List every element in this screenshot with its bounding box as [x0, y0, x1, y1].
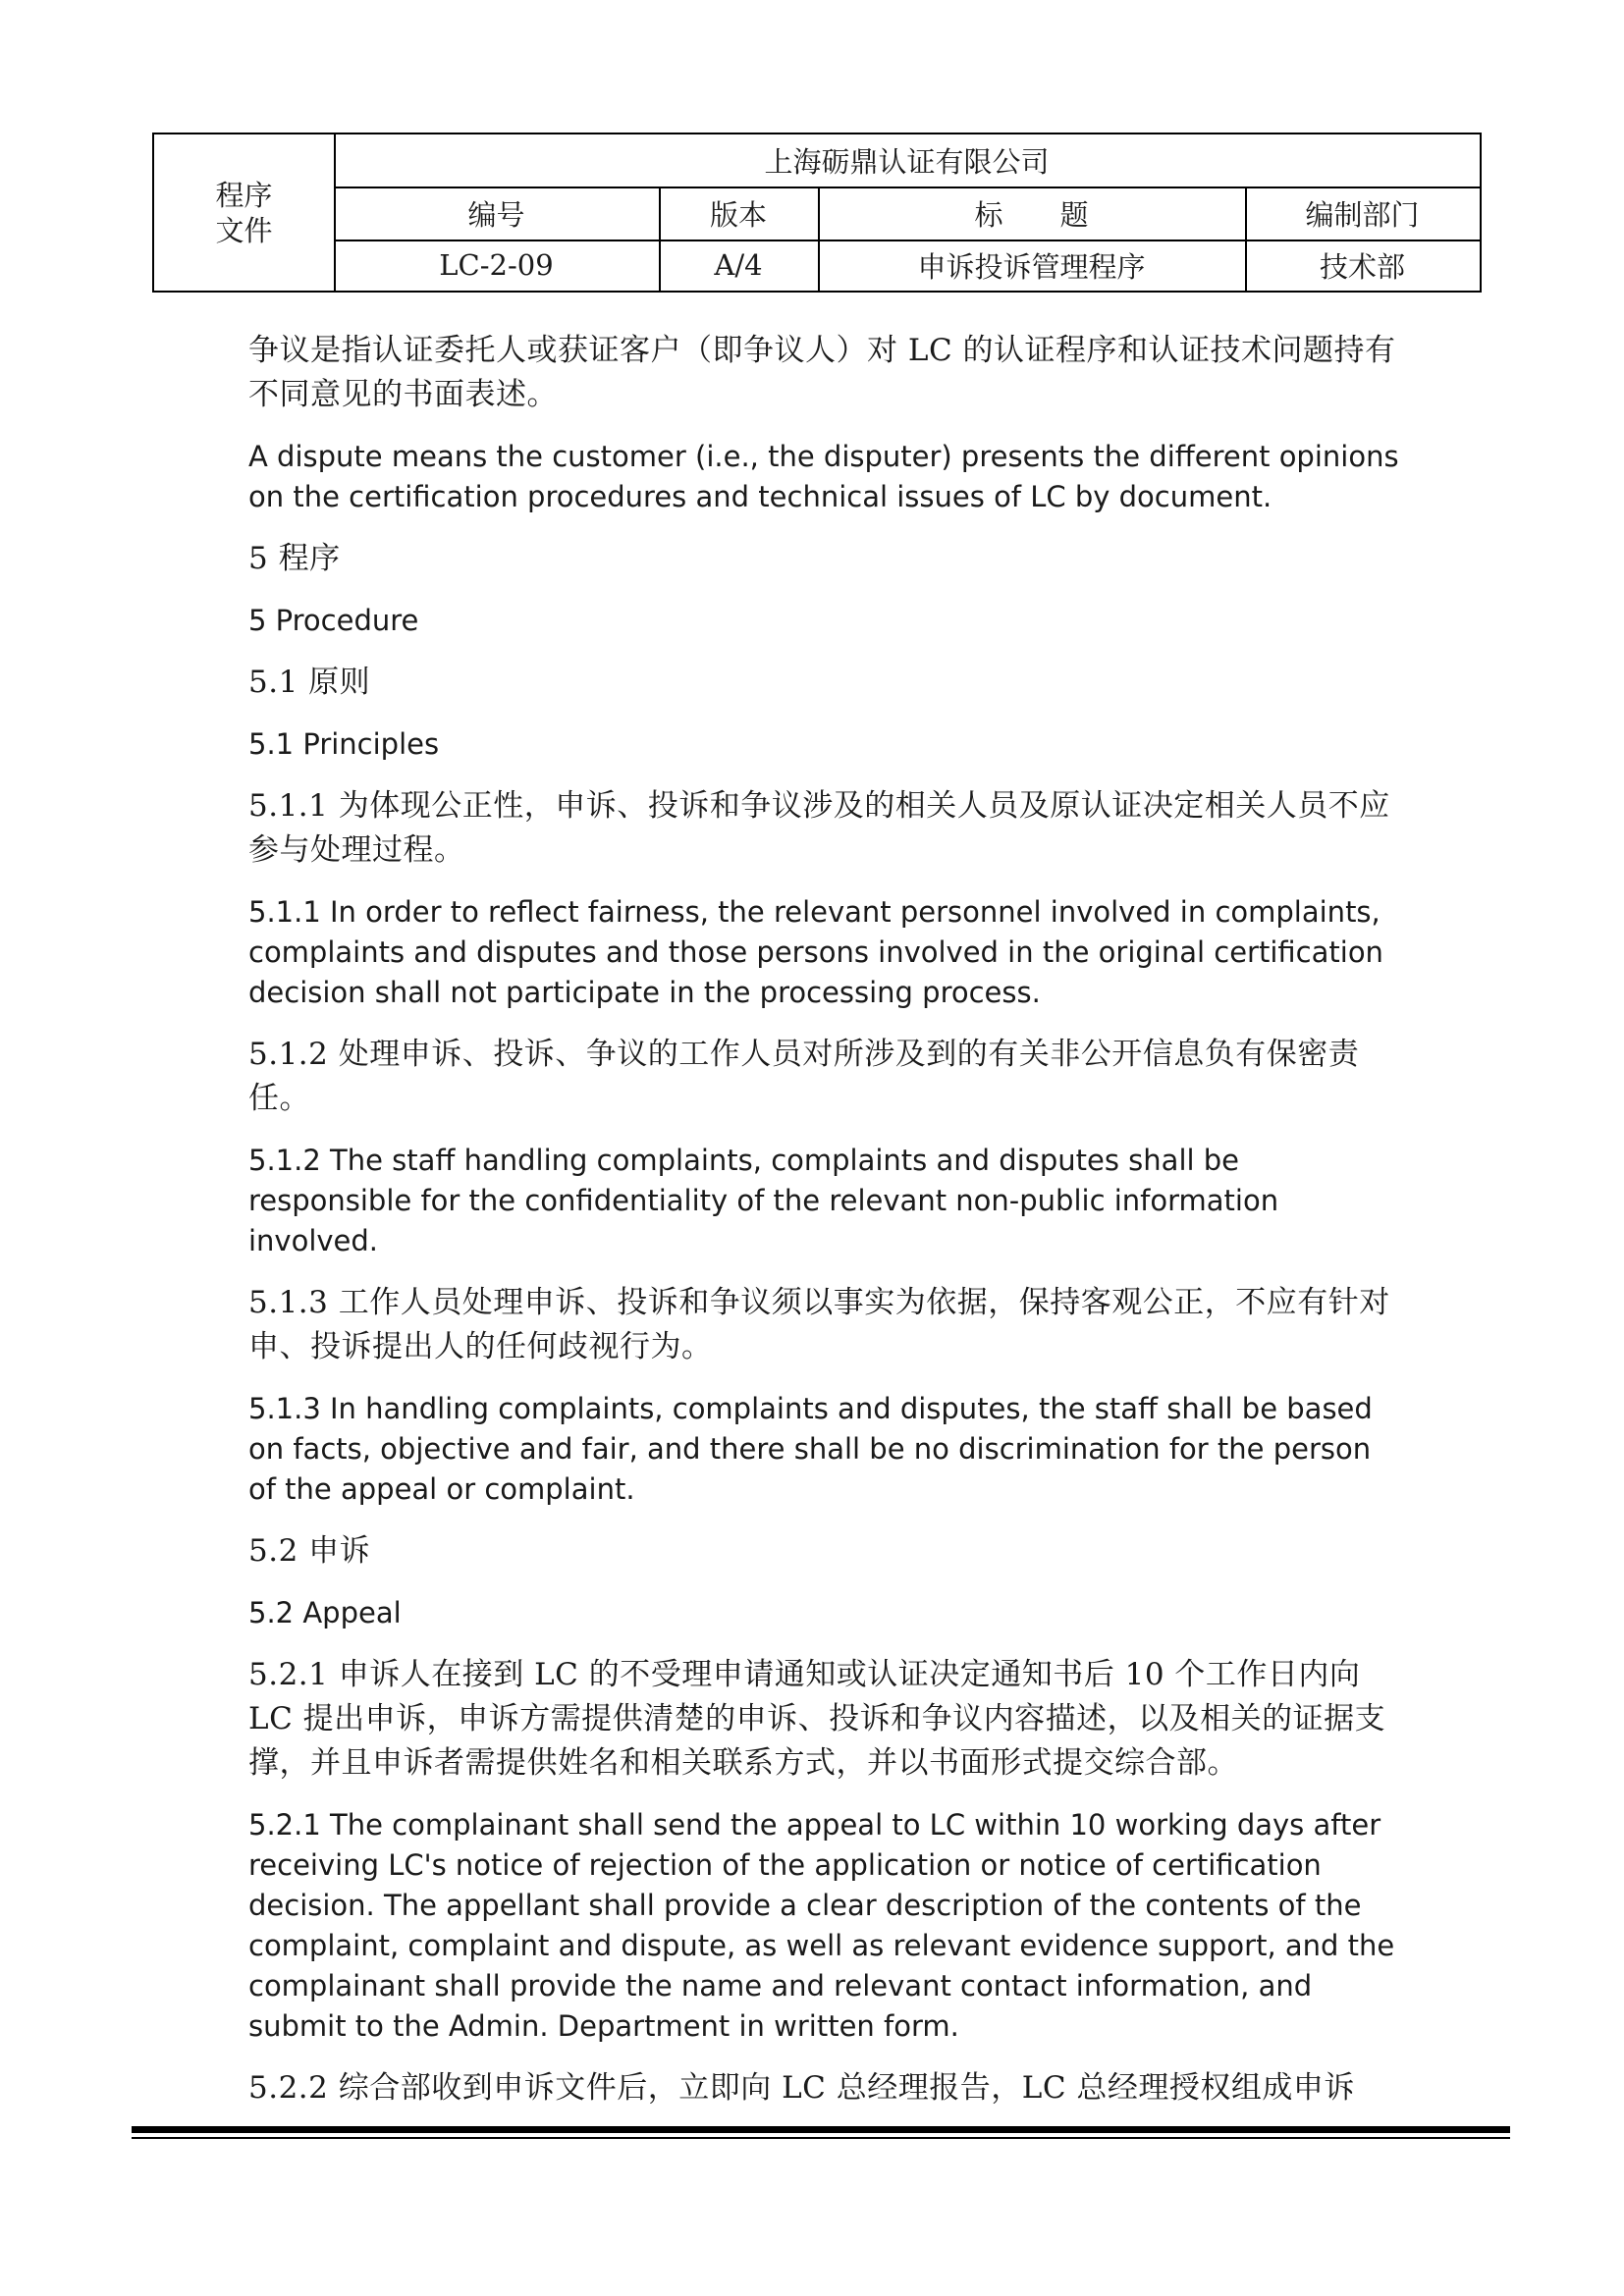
paragraph-5-1-3-en: 5.1.3 In handling complaints, complaints and disputes, the staff shall be based on facts, objective and fair, and there shall be no discrimination for the person of the appeal or complaint. [248, 1392, 1373, 1506]
paragraph-5-1-2-en: 5.1.2 The staff handling complaints, complaints and disputes shall be responsible for the confidentiality of the relevant non-public information involved. [248, 1144, 1279, 1257]
header-col-version: 版本 [709, 197, 767, 232]
header-col-title: 标 题 [974, 197, 1089, 232]
subsection-heading-appeal-zh: 5.2 申诉 [248, 1533, 371, 1569]
section-heading-zh: 5 程序 [248, 541, 341, 576]
paragraph-dispute-definition-zh: 争议是指认证委托人或获证客户（即争议人）对 LC 的认证程序和认证技术问题持有不同意见的书面表述。 [248, 333, 1396, 412]
company-name: 上海砺鼎认证有限公司 [764, 145, 1050, 179]
footer-rule-thick [132, 2126, 1510, 2133]
subsection-heading-appeal-en: 5.2 Appeal [248, 1596, 402, 1629]
doc-type-label: 程序 文件 [215, 178, 273, 247]
paragraph-5-1-1-zh: 5.1.1 为体现公正性，申诉、投诉和争议涉及的相关人员及原认证决定相关人员不应参与处理过程。 [248, 788, 1390, 868]
document-body [248, 329, 1407, 2130]
subsection-heading-zh: 5.1 原则 [248, 665, 371, 700]
footer-rule-thin [132, 2137, 1510, 2139]
paragraph-5-2-2-zh: 5.2.2 综合部收到申诉文件后，立即向 LC 总经理报告，LC 总经理授权组成申诉 [248, 2070, 1355, 2106]
doc-title: 申诉投诉管理程序 [917, 249, 1146, 284]
section-heading-en: 5 Procedure [248, 604, 419, 637]
subsection-heading-en: 5.1 Principles [248, 727, 440, 761]
doc-number: LC-2-09 [439, 248, 554, 282]
doc-version: A/4 [714, 248, 763, 282]
document-header-table [152, 133, 1482, 293]
header-col-number: 编号 [467, 197, 525, 232]
paragraph-5-1-2-zh: 5.1.2 处理申诉、投诉、争议的工作人员对所涉及到的有关非公开信息负有保密责任。 [248, 1037, 1360, 1116]
header-col-department: 编制部门 [1305, 197, 1420, 232]
doc-department: 技术部 [1319, 249, 1405, 284]
paragraph-5-1-3-zh: 5.1.3 工作人员处理申诉、投诉和争议须以事实为依据，保持客观公正，不应有针对申、投诉提出人的任何歧视行为。 [248, 1285, 1390, 1364]
paragraph-5-2-1-en: 5.2.1 The complainant shall send the appeal to LC within 10 working days after receiving LC's notice of rejection of the application or notice of certification decision. The appellant shall provide a clear description of the contents of the complaint, complaint and dispute, as well as relevant evidence support, and the complainant shall provide the name and relevant contact information, and submit to the Admin. Department in written form. [248, 1808, 1395, 2043]
paragraph-5-2-1-zh: 5.2.1 申诉人在接到 LC 的不受理申请通知或认证决定通知书后 10 个工作日内向 LC 提出申诉，申诉方需提供清楚的申诉、投诉和争议内容描述，以及相关的证据支撑，并且申诉者需提供姓名和相关联系方式，并以书面形式提交综合部。 [248, 1657, 1386, 1781]
paragraph-dispute-definition-en: A dispute means the customer (i.e., the disputer) presents the different opinions on the certification procedures and technical issues of LC by document. [248, 440, 1399, 513]
paragraph-5-1-1-en: 5.1.1 In order to reflect fairness, the relevant personnel involved in complaints, complaints and disputes and those persons involved in the original certification decision shall not participate in the processing process. [248, 895, 1383, 1009]
